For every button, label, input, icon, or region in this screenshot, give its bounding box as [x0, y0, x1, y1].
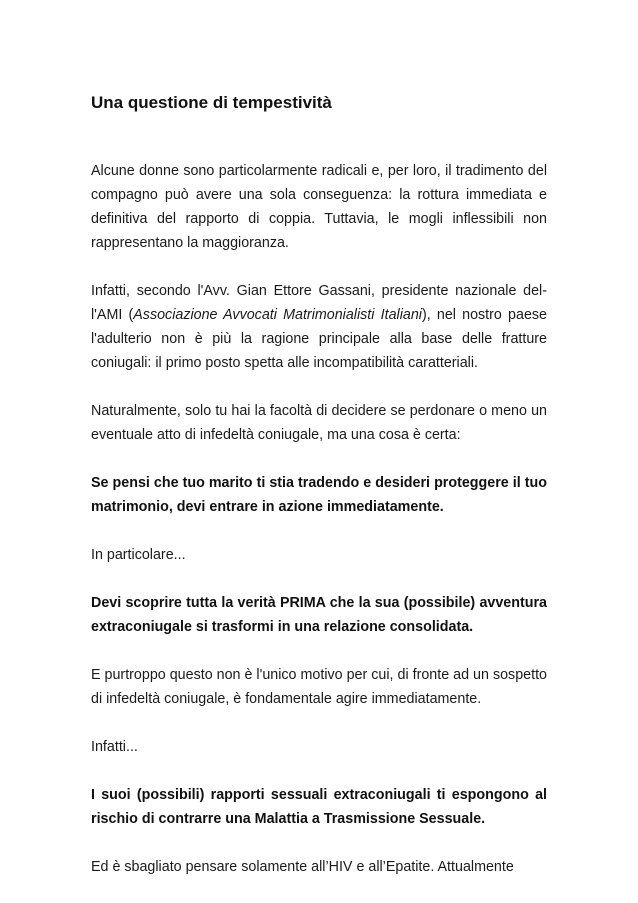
- paragraph-4-bold: Se pensi che tuo marito ti stia tradendo e desideri proteggere il tuo matrimonio, devi entrare in azione immediatamente.: [91, 475, 547, 515]
- document-title: Una questione di tempestività: [91, 93, 332, 112]
- paragraph-6-bold: Devi scoprire tutta la verità PRIMA che la sua (possibile) avventura extraconiugale si trasformi in una relazione consolidata.: [91, 595, 547, 635]
- paragraph-2: [91, 279, 547, 375]
- paragraph-9-bold: I suoi (possibili) rapporti sessuali extraconiugali ti espongono al rischio di contrarre una Malattia a Trasmissione Sessuale.: [91, 787, 547, 827]
- paragraph-7: E purtroppo questo non è l'unico motivo per cui, di fronte ad un sospetto di infedeltà coniugale, è fondamentale agire immediatamente.: [91, 667, 547, 707]
- paragraph-8: Infatti...: [91, 739, 138, 755]
- paragraph-5: In particolare...: [91, 547, 186, 563]
- paragraph-3: Naturalmente, solo tu hai la facoltà di decidere se perdonare o meno un eventuale atto di infedeltà coniugale, ma una cosa è certa:: [91, 403, 547, 443]
- paragraph-2-text-start: Infatti, secondo l'Avv. Gian Ettore Gassani, presidente nazionale dell'AMI (: [91, 283, 547, 323]
- paragraph-10: Ed è sbagliato pensare solamente all’HIV e all’Epatite. Attualmente: [91, 859, 514, 875]
- document-body: [91, 159, 547, 903]
- paragraph-2-text-end: ), nel nostro paese l'adulterio non è più la ragione principale alla base delle fratture coniugali: il primo posto spetta alle incompatibilità caratteriali.: [91, 307, 547, 371]
- paragraph-1: Alcune donne sono particolarmente radicali e, per loro, il tradimento del compagno può avere una sola conseguenza: la rottura immediata e definitiva del rapporto di coppia. Tuttavia, le mogli inflessibili non rappresentano la maggioranza.: [91, 163, 547, 251]
- paragraph-2-italic-text: Associazione Avvocati Matrimonialisti Italiani: [133, 307, 422, 323]
